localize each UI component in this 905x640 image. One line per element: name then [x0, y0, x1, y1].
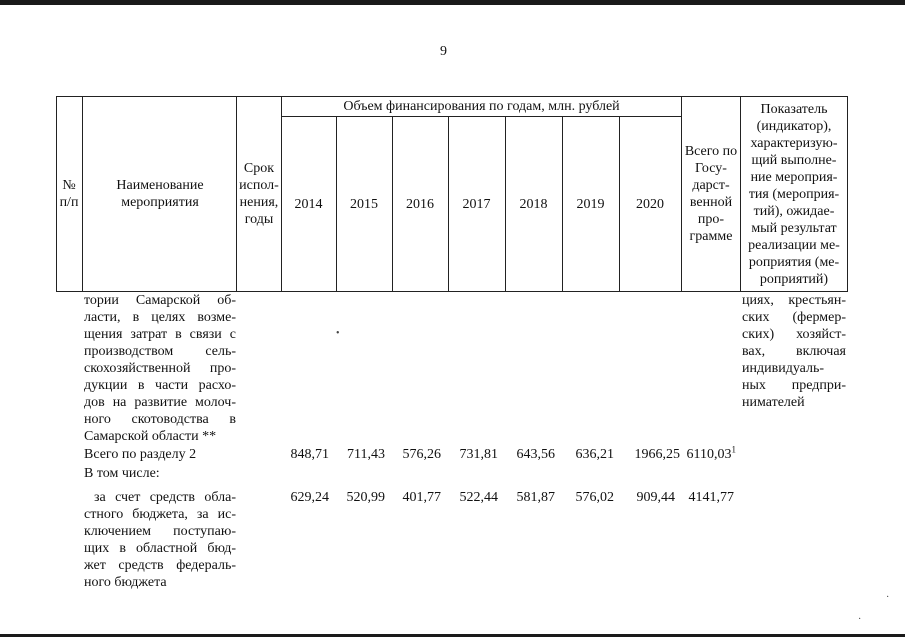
text-line: ных предпри-: [742, 378, 846, 393]
regional-value: 522,44: [459, 490, 498, 505]
speck-mark: ·: [886, 592, 890, 603]
col-line-10: [681, 96, 682, 292]
text-line: ного бюджета: [84, 575, 167, 590]
total-sum-value: 6110,03: [686, 447, 732, 462]
total-value: 1966,25: [634, 447, 680, 462]
year-label: 2014: [294, 196, 323, 212]
bottom-border-line: [0, 634, 905, 637]
text-line: нимателей: [742, 395, 805, 410]
text-line: ласти, в целях возме-: [84, 310, 236, 325]
year-label: 2019: [576, 196, 605, 212]
header-name: [100, 96, 220, 292]
year-header: [392, 116, 448, 292]
text-line: щения затрат в связи с: [84, 327, 236, 342]
total-value: 643,56: [516, 447, 555, 462]
col-line-12: [847, 96, 848, 292]
col-line-11: [740, 96, 741, 292]
text-line: индивидуаль-: [742, 361, 825, 376]
text-line: Самарской области **: [84, 429, 217, 444]
col-line-1: [82, 96, 83, 292]
text-line: вах, включая: [742, 344, 846, 359]
total-value: 731,81: [459, 447, 498, 462]
page-number: 9: [440, 44, 447, 59]
regional-value: 909,44: [636, 490, 675, 505]
header-indicator-label: Показатель (индикатор), характеризую- щий выполне- ние мероприя- тия (мероприя- тий), ожидае- мый результат реализации ме- роприятия (ме- роприятий): [748, 101, 840, 287]
footnote-marker: 1: [731, 444, 736, 455]
header-table: [56, 96, 848, 292]
text-line: за счет средств обла-: [94, 490, 236, 505]
total-sum: [684, 446, 736, 463]
regional-value: 401,77: [402, 490, 441, 505]
header-total-label: Всего по Госу- дарст- венной про- грамме: [684, 144, 738, 244]
text-line: циях, крестьян-: [742, 293, 846, 308]
text-line: скохозяйственной про-: [84, 361, 236, 376]
text-line: дукции в части расхо-: [84, 378, 236, 393]
regional-value: 576,02: [575, 490, 614, 505]
header-term-label: Срок испол- нения, годы: [239, 161, 279, 227]
year-header: [336, 116, 392, 292]
regional-value: 520,99: [346, 490, 385, 505]
header-name-label: Наименование мероприятия: [116, 178, 204, 210]
total-value: 848,71: [290, 447, 329, 462]
text-line: ских (фермер-: [742, 310, 846, 325]
year-label: 2018: [519, 196, 548, 212]
year-header: [505, 116, 562, 292]
header-number-label: № п/п: [59, 178, 79, 210]
including-label: В том числе:: [84, 466, 160, 481]
header-funding-label: Объем финансирования по годам, млн. рублей: [343, 98, 620, 114]
text-line: ключением поступаю-: [84, 524, 236, 539]
text-line: жет средств федераль-: [84, 558, 236, 573]
regional-value: 581,87: [516, 490, 555, 505]
speck-mark: •: [336, 328, 340, 339]
total-value: 576,26: [402, 447, 441, 462]
text-line: ного скотоводства в: [84, 412, 236, 427]
text-line: щих в областной бюд-: [84, 541, 236, 556]
year-header: [562, 116, 619, 292]
year-label: 2015: [350, 196, 378, 212]
header-indicator: [742, 96, 846, 292]
total-value: 636,21: [575, 447, 614, 462]
header-funding-group: [282, 96, 681, 116]
text-line: тории Самарской об-: [84, 293, 236, 308]
year-header: [619, 116, 681, 292]
year-header: [448, 116, 505, 292]
text-line: производством сель-: [84, 344, 236, 359]
total-value: 711,43: [347, 447, 385, 462]
header-number: [56, 96, 82, 292]
regional-sum: 4141,77: [688, 490, 734, 505]
year-label: 2017: [462, 196, 491, 212]
header-total: [683, 96, 739, 292]
year-header: [281, 116, 336, 292]
year-label: 2020: [636, 196, 664, 212]
text-line: стного бюджета, за ис-: [84, 507, 236, 522]
text-line: дов на развитие молоч-: [84, 395, 236, 410]
year-label: 2016: [406, 196, 434, 212]
regional-value: 629,24: [290, 490, 329, 505]
total-label: Всего по разделу 2: [84, 447, 197, 462]
text-line: ских) хозяйст-: [742, 327, 846, 342]
header-term: [237, 96, 281, 292]
top-border-line: [0, 0, 905, 5]
speck-mark: ·: [858, 614, 862, 625]
